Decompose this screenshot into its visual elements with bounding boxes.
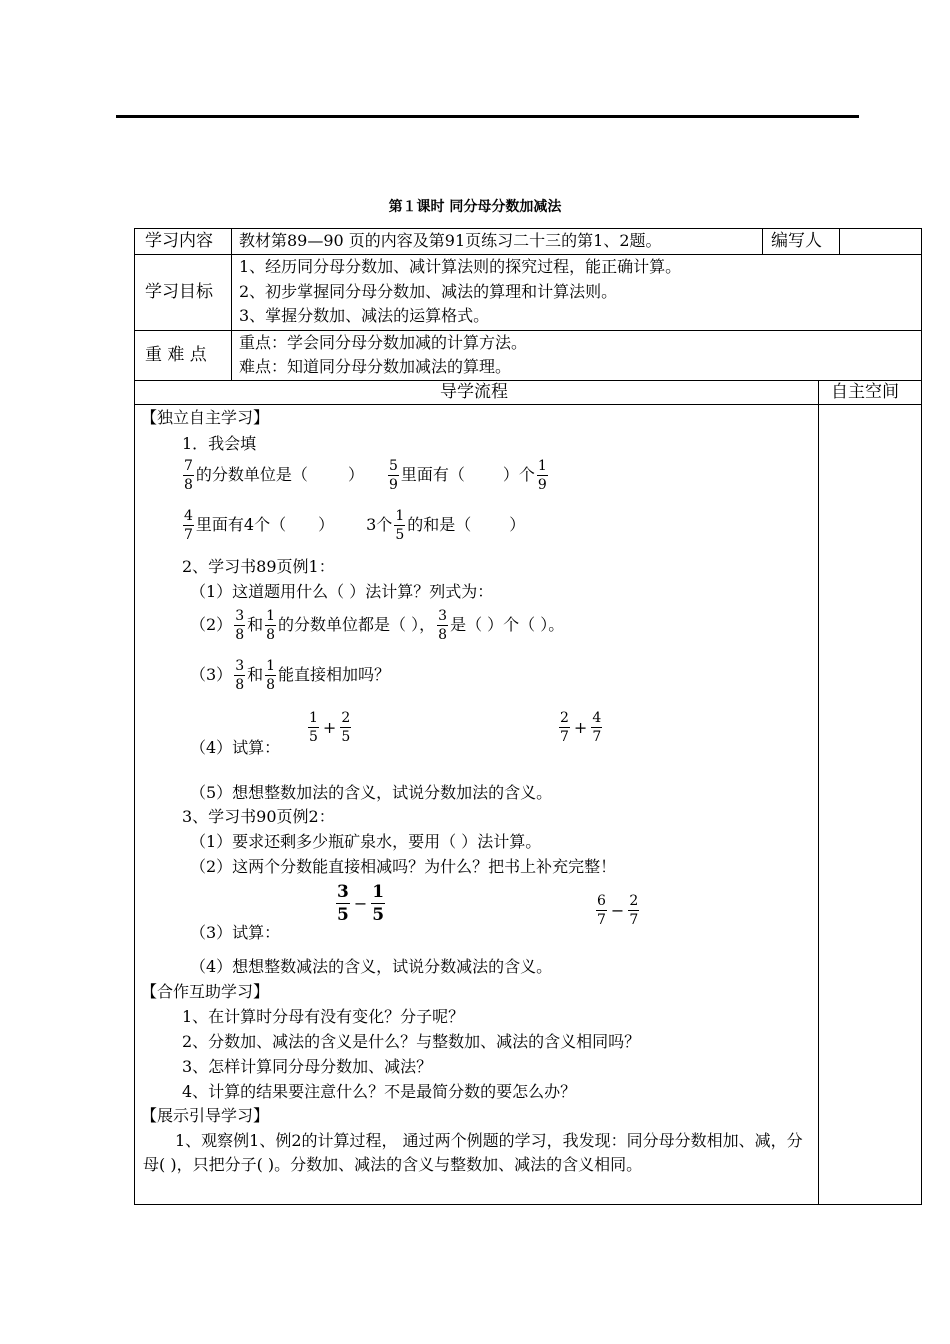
discussion-item: 4、计算的结果要注意什么？不是最简分数的要怎么办？ [182,1082,577,1101]
q2-3: （3） $\frac{3}{8}$ 和 $\frac{1}{8}$ 能直接相加吗？ [190,658,391,693]
fraction: $\frac{3}{5}$ [337,882,349,925]
section-heading: 【独立自主学习】 [141,408,270,427]
table-border [134,254,922,255]
fraction: $\frac{6}{7}$ [597,893,606,928]
question-title: 2、学习书89页例1： [182,557,335,576]
q2-2: （2） $\frac{3}{8}$ 和 $\frac{1}{8}$ 的分数单位都是（ ）， $\frac{3}{8}$ 是（ ）个（ ）。 [190,608,565,643]
fraction: $\frac{7}{8}$ [184,458,193,493]
section-heading: 【展示引导学习】 [141,1106,270,1125]
goal-label: 学习目标 [145,282,213,302]
expression-1-5-plus-2-5: $\frac{1}{5}$ + $\frac{2}{5}$ [309,710,351,745]
fraction: $\frac{4}{7}$ [592,710,602,745]
discussion-item: 3、怎样计算同分母分数加、减法？ [182,1057,433,1076]
fraction: $\frac{4}{7}$ [184,508,193,543]
table-border-left [134,228,135,1205]
question-item: （1）这道题用什么（ ）法计算？列式为： [190,582,494,601]
q1-line2: $\frac{4}{7}$ 里面有4个（ ） 3个 $\frac{1}{5}$ 的和是（ ） [184,508,526,543]
table-border [134,380,922,381]
key-point: 难点：知道同分母分数加减法的算理。 [239,357,512,376]
question-item: （4）试算： [190,738,281,757]
key-point: 重点：学会同分母分数加减的计算方法。 [239,333,528,352]
fraction: $\frac{2}{5}$ [341,710,351,745]
fraction: $\frac{1}{5}$ [309,710,318,745]
content-text: 教材第89—90 页的内容及第91页练习二十三的第1、2题。 [239,231,662,250]
question-item: （2）这两个分数能直接相减吗？为什么？把书上补充完整！ [190,857,617,876]
fraction: $\frac{3}{8}$ [235,608,245,643]
table-border [762,228,763,254]
fraction: $\frac{1}{5}$ [395,508,405,543]
space-header: 自主空间 [831,382,899,402]
fraction: $\frac{3}{8}$ [438,608,448,643]
discussion-item: 1、在计算时分母有没有变化？分子呢？ [182,1007,465,1026]
fraction: $\frac{1}{8}$ [266,608,276,643]
expression-3-5-minus-1-5: $\frac{3}{5}$ − $\frac{1}{5}$ [337,882,385,925]
question-item: （1）要求还剩多少瓶矿泉水，要用（ ）法计算。 [190,832,542,851]
question-item: （4）想想整数减法的含义，试说分数减法的含义。 [190,957,553,976]
goal-item: 2、初步掌握同分母分数加、减法的算理和计算法则。 [239,282,618,301]
question-title: 1．我会填 [182,434,257,453]
content-label: 学习内容 [145,231,213,251]
fraction: $\frac{2}{7}$ [560,710,569,745]
table-border [134,404,922,405]
question-item: （5）想想整数加法的含义，试说分数加法的含义。 [190,783,553,802]
top-rule [116,115,859,118]
table-border [818,380,819,1204]
flow-header: 导学流程 [440,382,508,402]
fraction: $\frac{3}{8}$ [235,658,245,693]
question-item: （3）试算： [190,923,281,942]
page-title: 第１课时 同分母分数加减法 [388,199,562,215]
discussion-item: 2、分数加、减法的含义是什么？与整数加、减法的含义相同吗？ [182,1032,641,1051]
table-border-bottom [134,1204,922,1205]
fraction: $\frac{1}{9}$ [537,458,547,493]
fraction: $\frac{1}{5}$ [372,882,385,925]
fraction: $\frac{5}{9}$ [388,458,398,493]
q1-line1: $\frac{7}{8}$ 的分数单位是（ ） $\frac{5}{9}$ 里面有（ ）个 $\frac{1}{9}$ [184,458,547,493]
summary-paragraph: 1、观察例1、例2的计算过程， 通过两个例题的学习，我发现：同分母分数相加、减，分母( )，只把分子( )。分数加、减法的含义与整数加、减法的含义相同。 [143,1131,803,1174]
goal-item: 1、经历同分母分数加、减计算法则的探究过程，能正确计算。 [239,257,682,276]
table-border-right [921,228,922,1205]
table-border [134,330,922,331]
expression-6-7-minus-2-7: $\frac{6}{7}$ − $\frac{2}{7}$ [597,893,639,928]
table-border [839,228,840,254]
author-label: 编写人 [771,231,822,251]
expression-2-7-plus-4-7: $\frac{2}{7}$ + $\frac{4}{7}$ [560,710,602,745]
table-border-top [134,228,922,229]
fraction: $\frac{2}{7}$ [629,893,639,928]
goal-item: 3、掌握分数加、减法的运算格式。 [239,306,490,325]
key-label: 重 难 点 [145,345,207,365]
question-title: 3、学习书90页例2： [182,807,335,826]
table-border [231,228,232,380]
section-heading: 【合作互助学习】 [141,982,270,1001]
fraction: $\frac{1}{8}$ [266,658,276,693]
